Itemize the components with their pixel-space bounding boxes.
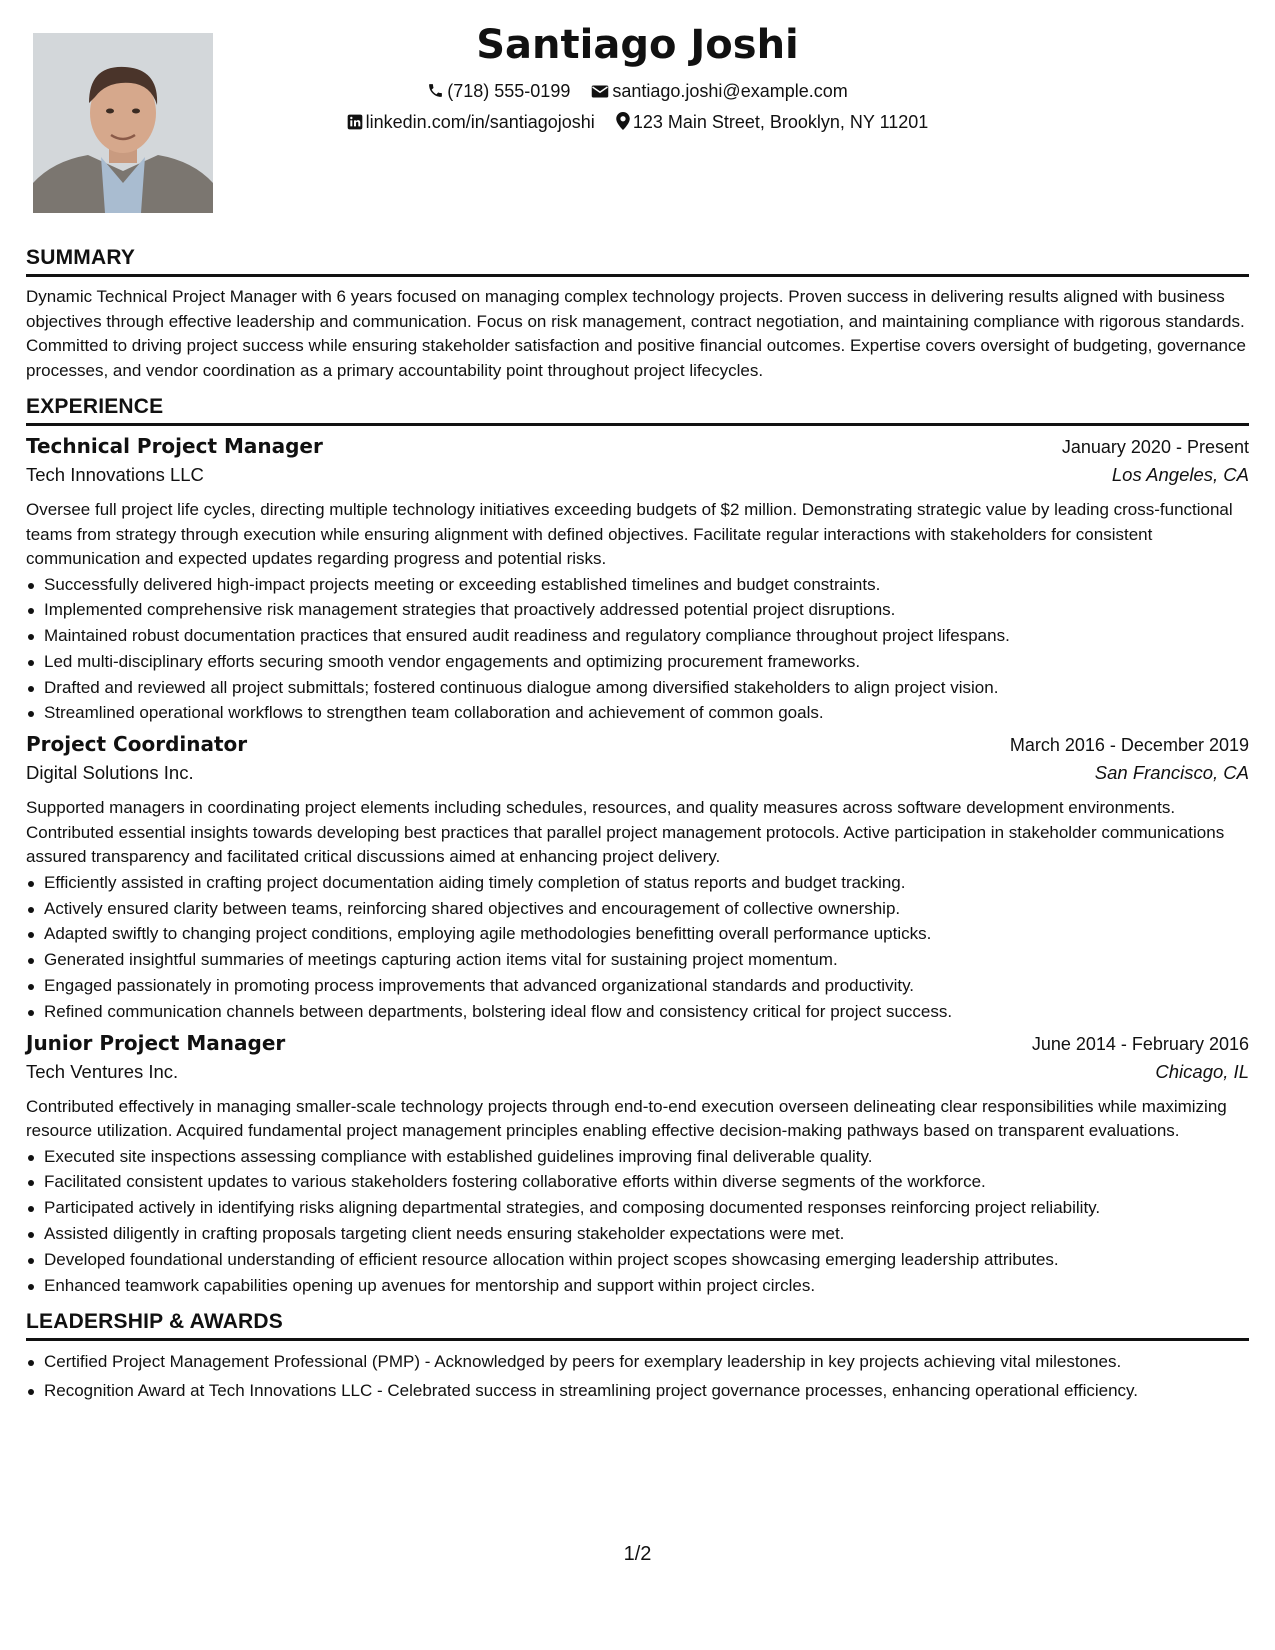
email-text[interactable]: santiago.joshi@example.com	[612, 81, 848, 101]
job-bullets	[26, 870, 1249, 1025]
bullet-item: Efficiently assisted in crafting project documentation aiding timely completion of status reports and budget tracking.	[44, 870, 1249, 896]
bullet-item: Maintained robust documentation practices that ensured audit readiness and regulatory compliance throughout project lifespans.	[44, 623, 1249, 649]
resume-body	[26, 246, 1249, 1407]
contact-line-1	[0, 81, 1275, 102]
contact-email[interactable]	[591, 81, 847, 102]
candidate-name: Santiago Joshi	[476, 22, 799, 68]
job-company: Tech Innovations LLC	[26, 464, 204, 485]
job-entry	[26, 434, 1249, 726]
bullet-item: Enhanced teamwork capabilities opening up avenues for mentorship and support within project circles.	[44, 1273, 1249, 1299]
bullet-item: Successfully delivered high-impact projects meeting or exceeding established timelines and budget constraints.	[44, 572, 1249, 598]
bullet-item: Developed foundational understanding of efficient resource allocation within project scopes showcasing emerging leadership attributes.	[44, 1247, 1249, 1273]
contact-line-2	[0, 112, 1275, 133]
contact-phone	[427, 81, 570, 102]
page-number: 1/2	[623, 1543, 652, 1565]
job-location: San Francisco, CA	[1094, 762, 1249, 784]
job-dates: June 2014 - February 2016	[1031, 1033, 1249, 1054]
section-title-summary: SUMMARY	[26, 246, 1249, 277]
section-title-awards: LEADERSHIP & AWARDS	[26, 1310, 1249, 1341]
award-item: Certified Project Management Professional (PMP) - Acknowledged by peers for exemplary leadership in key projects achieving vital milestones.	[44, 1349, 1249, 1375]
summary-section	[26, 246, 1249, 383]
contact-address	[616, 112, 929, 133]
job-description: Oversee full project life cycles, directing multiple technology initiatives exceeding budgets of $2 million. Demonstrating strategic value by leading cross-functional teams from strategy through execution while ensuring alignment with defined objectives. Facilitate regular interactions with stakeholders for consistent communication and expected updates regarding progress and potential risks.	[26, 500, 1233, 568]
bullet-item: Actively ensured clarity between teams, reinforcing shared objectives and encouragement of collective ownership.	[44, 896, 1249, 922]
bullet-item: Led multi-disciplinary efforts securing smooth vendor engagements and optimizing procurement frameworks.	[44, 649, 1249, 675]
job-title: Project Coordinator	[26, 732, 248, 757]
bullet-item: Implemented comprehensive risk management strategies that proactively addressed potential project disruptions.	[44, 597, 1249, 623]
bullet-item: Assisted diligently in crafting proposals targeting client needs ensuring stakeholder expectations were met.	[44, 1221, 1249, 1247]
job-dates: January 2020 - Present	[1061, 437, 1249, 457]
job-entry	[26, 1031, 1249, 1299]
job-title: Junior Project Manager	[26, 1030, 286, 1055]
awards-list	[26, 1349, 1249, 1404]
job-company: Digital Solutions Inc.	[26, 762, 194, 784]
bullet-item: Generated insightful summaries of meetings capturing action items vital for sustaining project momentum.	[44, 947, 1249, 973]
awards-section	[26, 1310, 1249, 1404]
experience-section	[26, 395, 1249, 1298]
resume-header	[0, 0, 1275, 220]
job-location: Chicago, IL	[1155, 1060, 1249, 1082]
job-company: Tech Ventures Inc.	[26, 1060, 179, 1082]
summary-text: Dynamic Technical Project Manager with 6 years focused on managing complex technology projects. Proven success in delivering results aligned with business objectives through effective leadership and communication. Focus on risk management, contract negotiation, and maintaining compliance with rigorous standards. Committed to driving project success while ensuring stakeholder satisfaction and positive financial outcomes. Expertise covers oversight of budgeting, governance processes, and vendor coordination as a primary accountability point throughout project lifecycles.	[26, 287, 1246, 380]
map-pin-icon	[616, 112, 630, 130]
job-entry	[26, 732, 1249, 1024]
job-bullets	[26, 572, 1249, 727]
address-text: 123 Main Street, Brooklyn, NY 11201	[632, 112, 929, 132]
phone-text: (718) 555-0199	[447, 81, 571, 101]
bullet-item: Streamlined operational workflows to strengthen team collaboration and achievement of common goals.	[44, 700, 1249, 726]
bullet-item: Drafted and reviewed all project submittals; fostered continuous dialogue among diversified stakeholders to align project vision.	[44, 675, 1249, 701]
section-title-experience: EXPERIENCE	[26, 395, 1249, 426]
bullet-item: Engaged passionately in promoting process improvements that advanced organizational standards and productivity.	[44, 973, 1249, 999]
bullet-item: Participated actively in identifying risks aligning departmental strategies, and composing documented responses reinforcing project reliability.	[44, 1195, 1249, 1221]
linkedin-icon	[347, 114, 363, 130]
job-description: Supported managers in coordinating project elements including schedules, resources, and quality measures across software development environments. Contributed essential insights towards developing best practices that parallel project management protocols. Active participation in stakeholder communications assured transparency and facilitated critical discussions aimed at enhancing project delivery.	[26, 798, 1225, 867]
job-location: Los Angeles, CA	[1111, 464, 1249, 485]
contact-linkedin[interactable]	[347, 112, 595, 133]
award-item: Recognition Award at Tech Innovations LLC - Celebrated success in streamlining project governance processes, enhancing operational efficiency.	[44, 1378, 1249, 1404]
bullet-item: Refined communication channels between departments, bolstering ideal flow and consistency critical for project success.	[44, 999, 1249, 1025]
job-title: Technical Project Manager	[26, 434, 323, 458]
phone-icon	[427, 82, 444, 99]
job-bullets	[26, 1144, 1249, 1299]
job-dates: March 2016 - December 2019	[1009, 735, 1249, 756]
bullet-item: Facilitated consistent updates to various stakeholders fostering collaborative efforts within diverse segments of the workforce.	[44, 1169, 1249, 1195]
envelope-icon	[591, 84, 609, 99]
bullet-item: Executed site inspections assessing compliance with established guidelines improving final deliverable quality.	[44, 1144, 1249, 1170]
bullet-item: Adapted swiftly to changing project conditions, employing agile methodologies benefitting overall performance upticks.	[44, 921, 1249, 947]
linkedin-text[interactable]: linkedin.com/in/santiagojoshi	[365, 112, 595, 132]
job-description: Contributed effectively in managing smaller-scale technology projects through end-to-end execution overseen delineating clear responsibilities while maximizing resource utilization. Acquired fundamental project management principles enabling effective decision-making pathways based on transparent evaluations.	[26, 1096, 1227, 1141]
